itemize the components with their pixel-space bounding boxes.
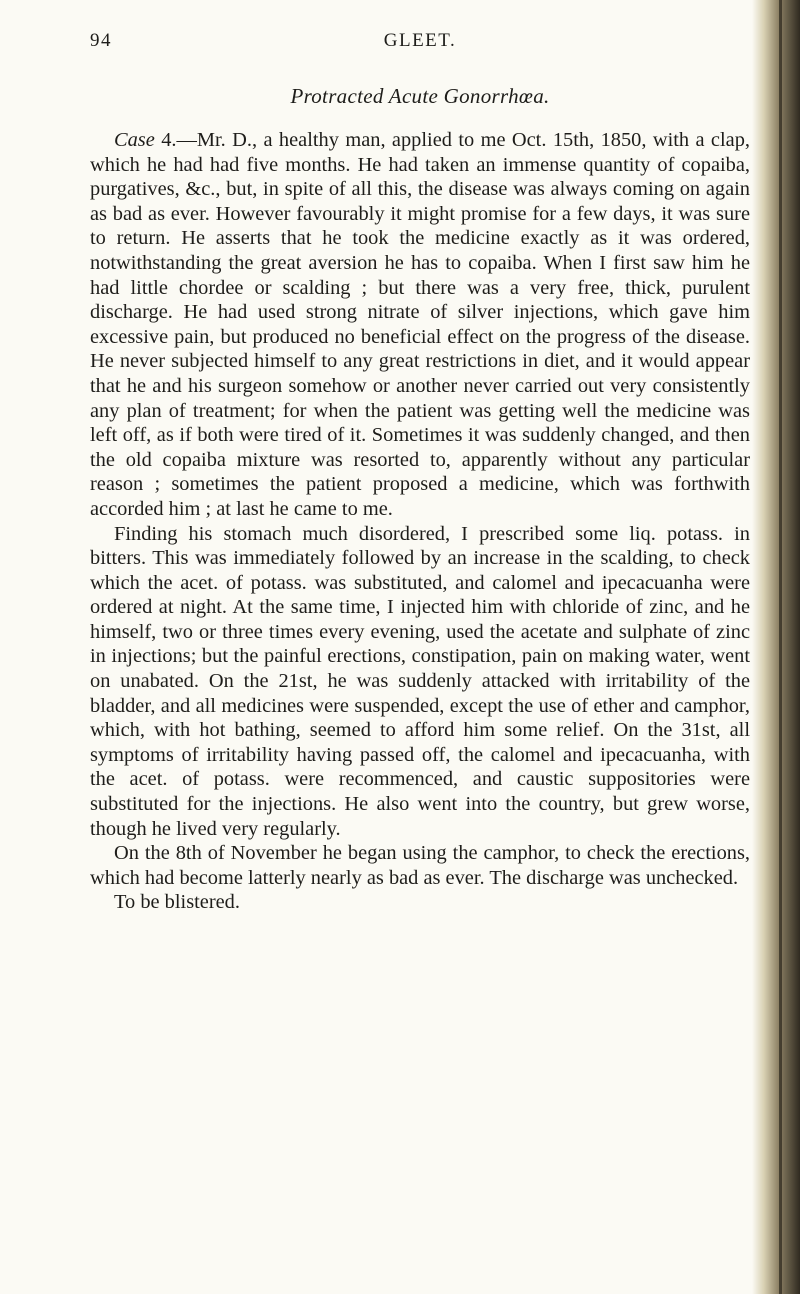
- case-label: Case: [114, 129, 155, 151]
- paragraph: On the 8th of November he began using the camphor, to check the erections, which had become latterly nearly as bad as ever. The discharge was unchecked.: [90, 842, 750, 889]
- paragraph: To be blistered.: [114, 891, 240, 914]
- running-title: GLEET.: [383, 30, 457, 51]
- paragraph-text: —Mr. D., a healthy man, applied to me Oct. 15th, 1850, with a clap, which he had had five months. He had taken an immense quantity of copaiba, purgatives, &c., but, in spite of all this, the disease was always coming on again as bad as ever. However favourably it might promise for a few days, it was sure to return. He asserts that he took the medicine exactly as it was ordered, notwithstanding the great aversion he has to copaiba. When I first saw him he had little chordee or scalding ; but there was a very free, thick, purulent discharge. He had used strong nitrate of silver injections, which gave him excessive pain, but produced no beneficial effect on the progress of the disease. He never subjected himself to any great restrictions in diet, and it would appear that he and his surgeon somehow or another never carried out very consistently any plan of treatment; for when the patient was getting well the medicine was left off, as if both were tired of it. Sometimes it was suddenly changed, and then the old copaiba mixture was resorted to, apparently without any particular reason ; sometimes the patient proposed a medicine, which was forthwith accorded him ; at last he came to me.: [90, 129, 750, 520]
- page-binding-line: [779, 0, 782, 1294]
- paragraph: Finding his stomach much disordered, I prescribed some liq. potass. in bitters. This was immediately followed by an increase in the scalding, to check which the acet. of potass. was substituted, and calomel and ipecacuanha were ordered at night. At the same time, I injected him with chloride of zinc, and he himself, two or three times every evening, used the acetate and sulphate of zinc in injections; but the painful erections, constipation, pain on making water, went on unabated. On the 21st, he was suddenly attacked with irritability of the bladder, and all medicines were suspended, except the use of ether and camphor, which, with hot bathing, seemed to afford him some relief. On the 31st, all symptoms of irritability having passed off, the calomel and ipecacuanha, with the acet. of potass. were recommenced, and caustic suppositories were substituted for the injections. He also went into the country, but grew worse, though he lived very regularly.: [90, 522, 750, 840]
- running-head: [90, 30, 750, 56]
- case-number: 4.: [161, 129, 177, 151]
- page-binding-edge: [752, 0, 800, 1294]
- section-title: Protracted Acute Gonorrhœa.: [290, 84, 550, 108]
- page-number: 94: [90, 30, 112, 51]
- paragraph: [90, 128, 750, 522]
- body-text: [90, 128, 750, 915]
